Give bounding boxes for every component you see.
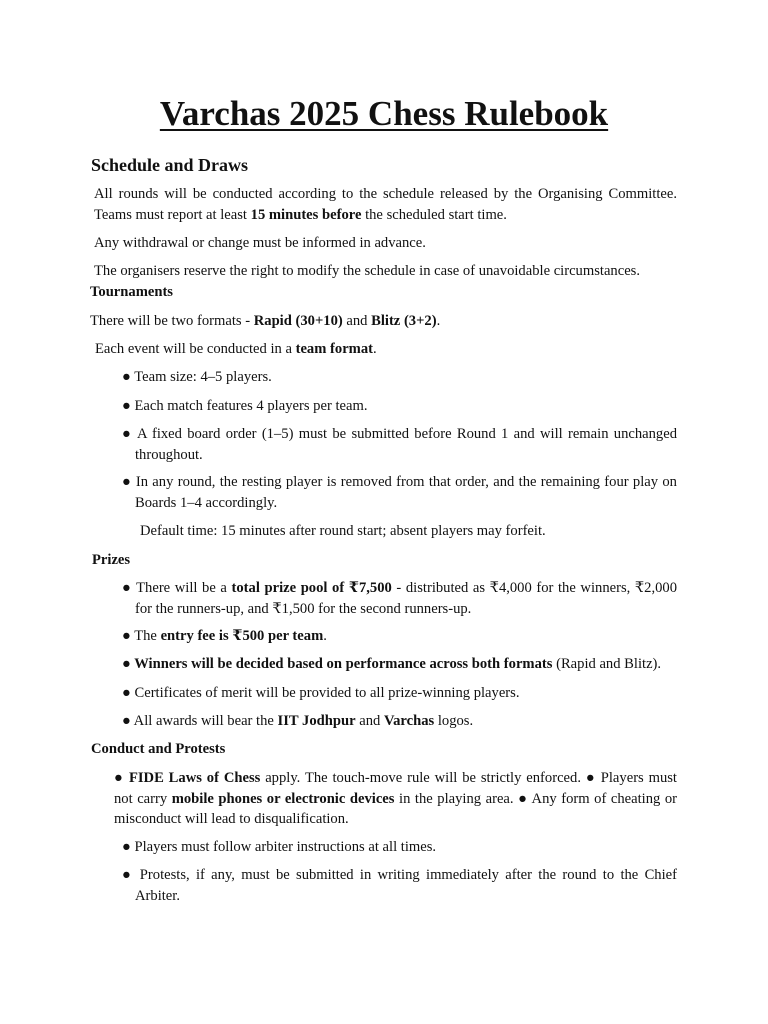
list-item-text: All awards will bear the <box>133 713 278 729</box>
blitz-format: Blitz (3+2) <box>371 313 437 329</box>
list-item-text: Players must follow arbiter instructions at all times. <box>134 839 437 855</box>
bullet-icon: ● <box>122 656 131 672</box>
team-format-emphasis: team format <box>295 341 373 357</box>
schedule-paragraph-1 <box>94 184 677 225</box>
schedule-paragraph-2: Any withdrawal or change must be informed in advance. <box>94 235 426 251</box>
list-item <box>114 768 677 830</box>
section-heading-schedule: Schedule and Draws <box>91 155 249 175</box>
list-item <box>114 837 677 858</box>
rapid-format: Rapid (30+10) <box>253 313 343 329</box>
formats-text: . <box>436 313 441 329</box>
list-item <box>114 683 677 704</box>
bullet-icon: ● <box>122 628 131 644</box>
fide-laws-emphasis: FIDE Laws of Chess <box>128 770 261 786</box>
bullet-icon: ● <box>122 867 134 883</box>
list-item-text: Team size: 4–5 players. <box>134 369 272 385</box>
list-item-text: . <box>323 628 327 644</box>
list-item-text: A fixed board order (1–5) must be submitted before Round 1 and will remain unchanged throughout. <box>135 426 677 463</box>
list-item-text: There will be a <box>136 580 232 596</box>
iit-jodhpur-emphasis: IIT Jodhpur <box>277 713 356 729</box>
tournaments-formats <box>90 311 677 332</box>
document-title: Varchas 2025 Chess Rulebook <box>159 94 609 133</box>
list-item-text: and <box>355 713 384 729</box>
list-item <box>114 711 677 732</box>
formats-text: and <box>342 313 372 329</box>
list-item <box>114 865 677 906</box>
section-heading-conduct: Conduct and Protests <box>91 741 226 757</box>
list-item-text: - distributed as ₹4,000 for the winners, ₹2,000 for the runners-up, and ₹1,500 for the second runners-up. <box>135 580 677 617</box>
list-item <box>114 578 677 619</box>
list-item <box>114 367 677 388</box>
list-item <box>114 472 677 513</box>
list-item <box>114 424 677 465</box>
team-text: . <box>372 341 377 357</box>
list-item-text: logos. <box>434 713 474 729</box>
list-item-text: The <box>134 628 161 644</box>
report-time-emphasis: 15 minutes before <box>250 206 362 223</box>
bullet-icon: ● <box>122 398 131 414</box>
list-item-text: in the playing area. ● Any form of cheating or misconduct will lead to disqualification. <box>114 790 677 827</box>
schedule-text: All rounds will be conducted according to the schedule released by the Organising Committee. Teams must report at least <box>94 186 677 223</box>
list-item <box>114 626 677 647</box>
list-item-text: In any round, the resting player is removed from that order, and the remaining four play on Boards 1–4 accordingly. <box>135 474 677 511</box>
bullet-icon: ● <box>122 369 131 385</box>
prize-pool-emphasis: total prize pool of ₹7,500 <box>231 580 392 596</box>
bullet-icon: ● <box>122 426 133 442</box>
schedule-text: the scheduled start time. <box>361 206 507 223</box>
mobile-phones-emphasis: mobile phones or electronic devices <box>171 790 395 807</box>
list-item <box>114 396 677 417</box>
winners-emphasis: Winners will be decided based on performance across both formats <box>134 656 553 672</box>
list-item-text: apply. The touch-move rule will be strictly enforced. ● Players must not carry <box>114 770 677 807</box>
bullet-icon: ● <box>122 474 132 490</box>
bullet-icon: ● <box>122 839 131 855</box>
formats-text: There will be two formats - <box>90 313 254 329</box>
tournaments-team-format <box>95 339 677 360</box>
section-heading-tournaments: Tournaments <box>90 284 173 300</box>
list-item-text: Each match features 4 players per team. <box>134 398 368 414</box>
list-item-text: (Rapid and Blitz). <box>552 656 662 672</box>
list-item <box>114 654 697 675</box>
schedule-paragraph-3: The organisers reserve the right to modify the schedule in case of unavoidable circumstances. <box>94 263 640 279</box>
entry-fee-emphasis: entry fee is ₹500 per team <box>160 628 324 644</box>
list-item-text: Protests, if any, must be submitted in writing immediately after the round to the Chief Arbiter. <box>135 867 677 904</box>
section-heading-prizes: Prizes <box>92 552 131 568</box>
team-text: Each event will be conducted in a <box>95 341 296 357</box>
bullet-icon: ● <box>122 713 131 729</box>
bullet-icon: ● <box>122 580 132 596</box>
default-time-note: Default time: 15 minutes after round start; absent players may forfeit. <box>140 523 546 539</box>
varchas-emphasis: Varchas <box>383 713 435 729</box>
list-item-text: Certificates of merit will be provided to all prize-winning players. <box>134 685 520 701</box>
bullet-icon: ● <box>114 770 125 786</box>
bullet-icon: ● <box>122 685 131 701</box>
